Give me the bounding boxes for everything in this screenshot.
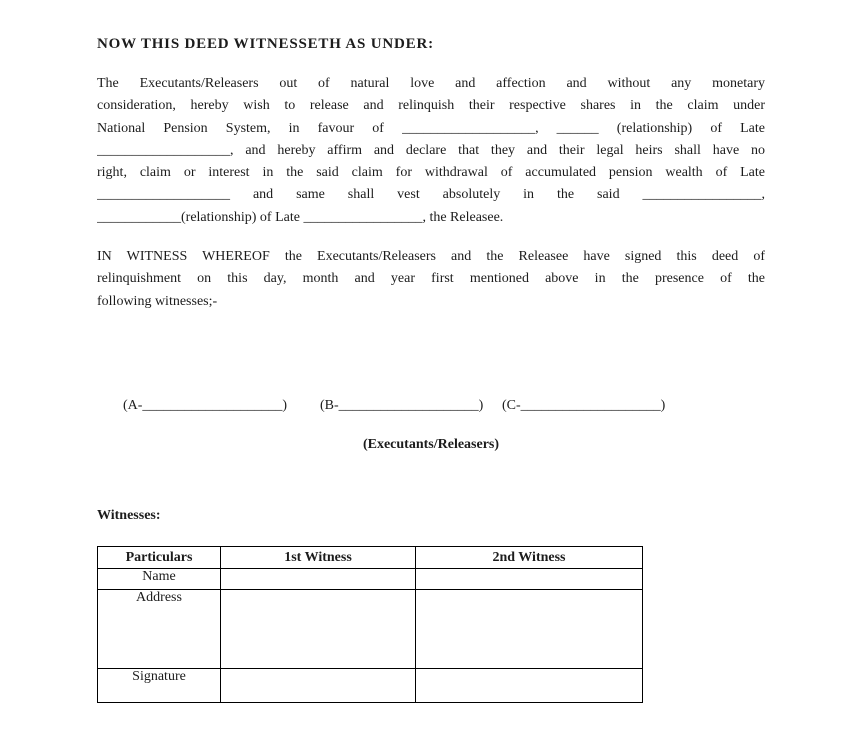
- address-first-witness-cell: [221, 590, 416, 669]
- deed-body-paragraph: [97, 73, 765, 229]
- witness-clause-paragraph: [97, 246, 765, 313]
- table-row-name: [98, 569, 643, 590]
- header-cell-particulars: Particulars: [98, 547, 221, 569]
- deed-paragraph-line: consideration, hereby wish to release and relinquish their respective shares in the claim under: [97, 98, 765, 114]
- signature-line-c: (C-____________________): [502, 398, 666, 413]
- witnesses-table-header-row: [98, 547, 643, 569]
- row-label-signature: Signature: [98, 669, 221, 703]
- row-label-address: Address: [98, 590, 221, 669]
- deed-paragraph-line: ____________(relationship) of Late _________________, the Releasee.: [97, 209, 504, 225]
- header-cell-first-witness: 1st Witness: [221, 547, 416, 569]
- witness-clause-line: IN WITNESS WHEREOF the Executants/Releasers and the Releasee have signed this deed of: [97, 249, 765, 264]
- row-label-name: Name: [98, 569, 221, 590]
- deed-paragraph-line: right, claim or interest in the said claim for withdrawal of accumulated pension wealth of Late: [97, 165, 765, 181]
- name-first-witness-cell: [221, 569, 416, 590]
- deed-paragraph-line: ___________________, and hereby affirm and declare that they and their legal heirs shall have no: [97, 142, 765, 158]
- witnesses-heading: Witnesses:: [97, 508, 161, 523]
- deed-heading: NOW THIS DEED WITNESSETH AS UNDER:: [97, 36, 434, 52]
- witnesses-table: [97, 546, 643, 703]
- executants-releasers-caption: (Executants/Releasers): [362, 437, 500, 452]
- deed-paragraph-line: The Executants/Releasers out of natural love and affection and without any monetary: [97, 76, 765, 91]
- signature-second-witness-cell: [416, 669, 643, 703]
- signature-line-b: (B-____________________): [320, 398, 484, 413]
- witness-clause-line: relinquishment on this day, month and year first mentioned above in the presence of the: [97, 271, 765, 287]
- signature-line-a: (A-____________________): [123, 398, 288, 413]
- table-row-address: [98, 590, 643, 669]
- executant-signature-row: [0, 398, 859, 420]
- witness-clause-line: following witnesses;-: [97, 293, 218, 309]
- address-second-witness-cell: [416, 590, 643, 669]
- deed-paragraph-line: National Pension System, in favour of ___________________, ______ (relationship) of Late: [97, 120, 765, 136]
- signature-first-witness-cell: [221, 669, 416, 703]
- header-cell-second-witness: 2nd Witness: [416, 547, 643, 569]
- deed-paragraph-line: ___________________ and same shall vest absolutely in the said _________________,: [97, 187, 765, 203]
- name-second-witness-cell: [416, 569, 643, 590]
- table-row-signature: [98, 669, 643, 703]
